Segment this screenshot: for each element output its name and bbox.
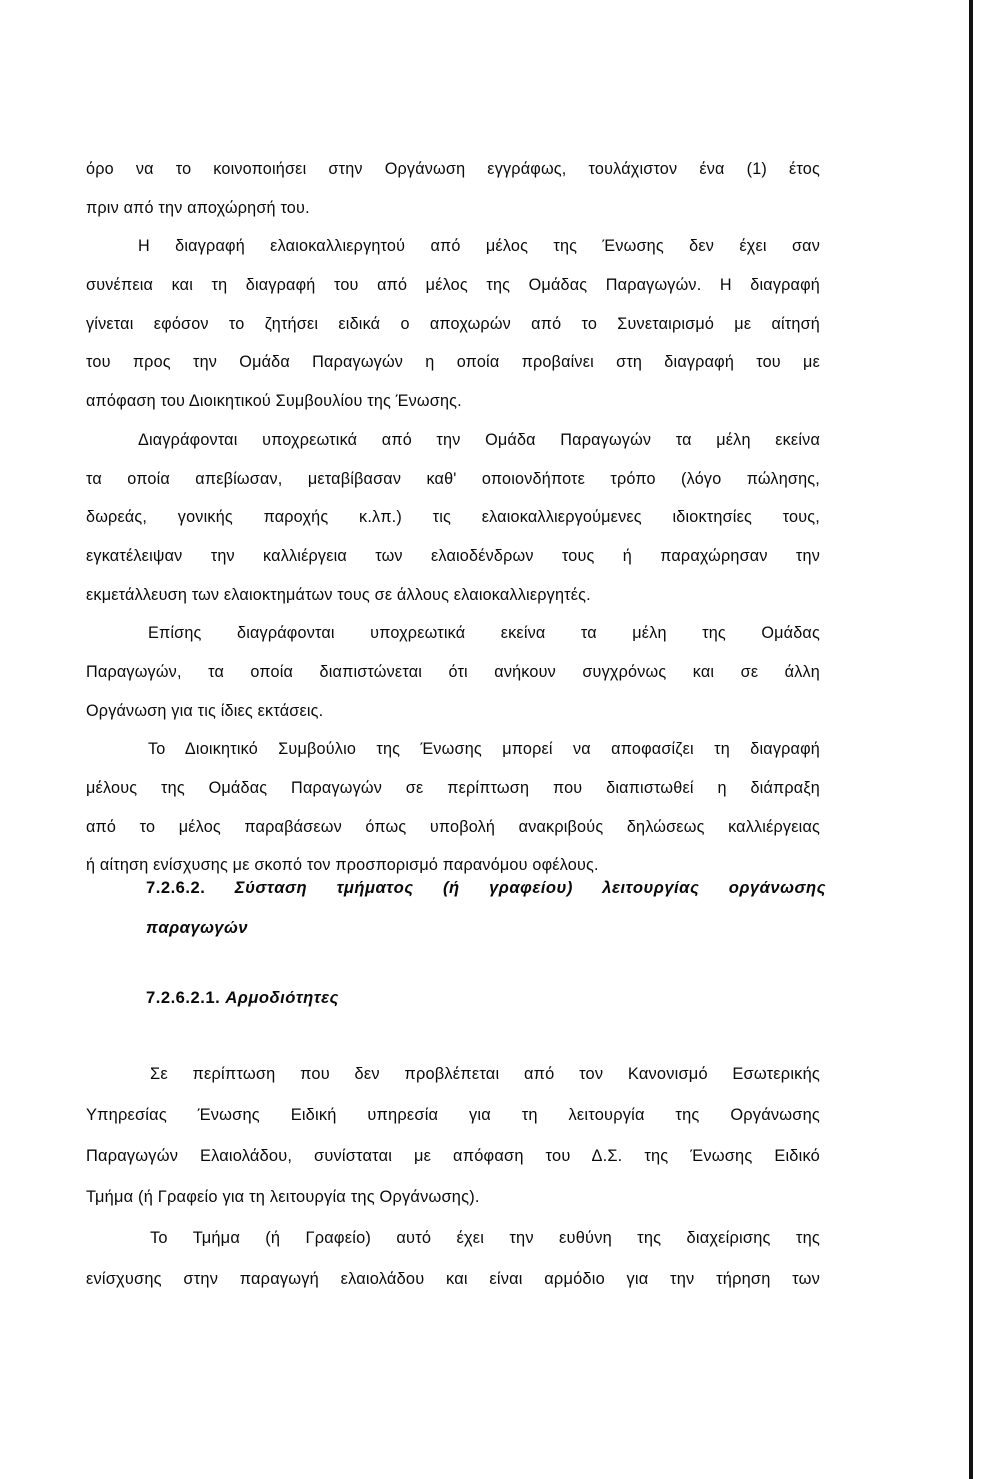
text-line: εγκατέλειψαν την καλλιέργεια των ελαιοδένδρων τους ή παραχώρησαν την — [86, 546, 820, 565]
text-line: Το Διοικητικό Συμβούλιο της Ένωσης μπορεί να αποφασίζει τη διαγραφή — [148, 740, 820, 759]
document-body-bottom — [86, 1054, 820, 1300]
text-line: του προς την Ομάδα Παραγωγών η οποία προβαίνει στη διαγραφή του με — [86, 353, 820, 372]
subsection-title: Αρμοδιότητες — [225, 988, 339, 1007]
scan-border-line — [969, 0, 973, 1479]
text-line: τα οποία απεβίωσαν, μεταβίβασαν καθ' οποιονδήποτε τρόπο (λόγο πώλησης, — [86, 469, 820, 488]
text-line: Επίσης διαγράφονται υποχρεωτικά εκείνα τα μέλη της Ομάδας — [148, 624, 820, 643]
text-line: Σε περίπτωση που δεν προβλέπεται από τον Κανονισμό Εσωτερικής — [150, 1065, 820, 1083]
section-title-continued: παραγωγών — [146, 918, 249, 937]
text-line: απόφαση του Διοικητικού Συμβουλίου της Ένωσης. — [86, 392, 462, 411]
section-heading — [146, 868, 826, 948]
text-line: συνέπεια και τη διαγραφή του από μέλος της Ομάδας Παραγωγών. Η διαγραφή — [86, 276, 820, 295]
document-body-top — [86, 150, 820, 885]
text-line: ή αίτηση ενίσχυσης με σκοπό τον προσπορισμό παρανόμου οφέλους. — [86, 856, 599, 875]
text-line: Παραγωγών, τα οποία διαπιστώνεται ότι ανήκουν συγχρόνως και σε άλλη — [86, 662, 820, 681]
text-line: όρο να το κοινοποιήσει στην Οργάνωση εγγράφως, τουλάχιστον ένα (1) έτος — [86, 160, 820, 178]
text-line: Υπηρεσίας Ένωσης Ειδική υπηρεσία για τη λειτουργία της Οργάνωσης — [86, 1106, 820, 1124]
text-line: μέλους της Ομάδας Παραγωγών σε περίπτωση που διαπιστωθεί η διάπραξη — [86, 779, 820, 797]
text-line: Το Τμήμα (ή Γραφείο) αυτό έχει την ευθύνη της διαχείρισης της — [150, 1229, 820, 1247]
text-line: δωρεάς, γονικής παροχής κ.λπ.) τις ελαιοκαλλιεργούμενες ιδιοκτησίες τους, — [86, 508, 820, 527]
text-line: γίνεται εφόσον το ζητήσει ειδικά ο αποχωρών από το Συνεταιρισμό με αίτησή — [86, 314, 820, 333]
text-line: Η διαγραφή ελαιοκαλλιεργητού από μέλος της Ένωσης δεν έχει σαν — [138, 237, 820, 256]
subsection-heading — [146, 978, 339, 1018]
text-line: από το μέλος παραβάσεων όπως υποβολή ανακριβούς δηλώσεως καλλιέργειας — [86, 817, 820, 836]
section-number: 7.2.6.2. — [146, 878, 206, 897]
text-line: ενίσχυσης στην παραγωγή ελαιολάδου και είναι αρμόδιο για την τήρηση των — [86, 1270, 820, 1288]
text-line: Διαγράφονται υποχρεωτικά από την Ομάδα Παραγωγών τα μέλη εκείνα — [138, 430, 820, 449]
text-line: Τμήμα (ή Γραφείο για τη λειτουργία της Οργάνωσης). — [86, 1188, 480, 1206]
subsection-number: 7.2.6.2.1. — [146, 988, 221, 1007]
text-line: Οργάνωση για τις ίδιες εκτάσεις. — [86, 701, 324, 720]
text-line: Παραγωγών Ελαιολάδου, συνίσταται με απόφαση του Δ.Σ. της Ένωσης Ειδικό — [86, 1147, 820, 1165]
text-line: εκμετάλλευση των ελαιοκτημάτων τους σε άλλους ελαιοκαλλιεργητές. — [86, 585, 591, 604]
text-line: πριν από την αποχώρησή του. — [86, 198, 310, 217]
section-title: Σύσταση τμήματος (ή γραφείου) λειτουργίας οργάνωσης — [234, 878, 826, 897]
